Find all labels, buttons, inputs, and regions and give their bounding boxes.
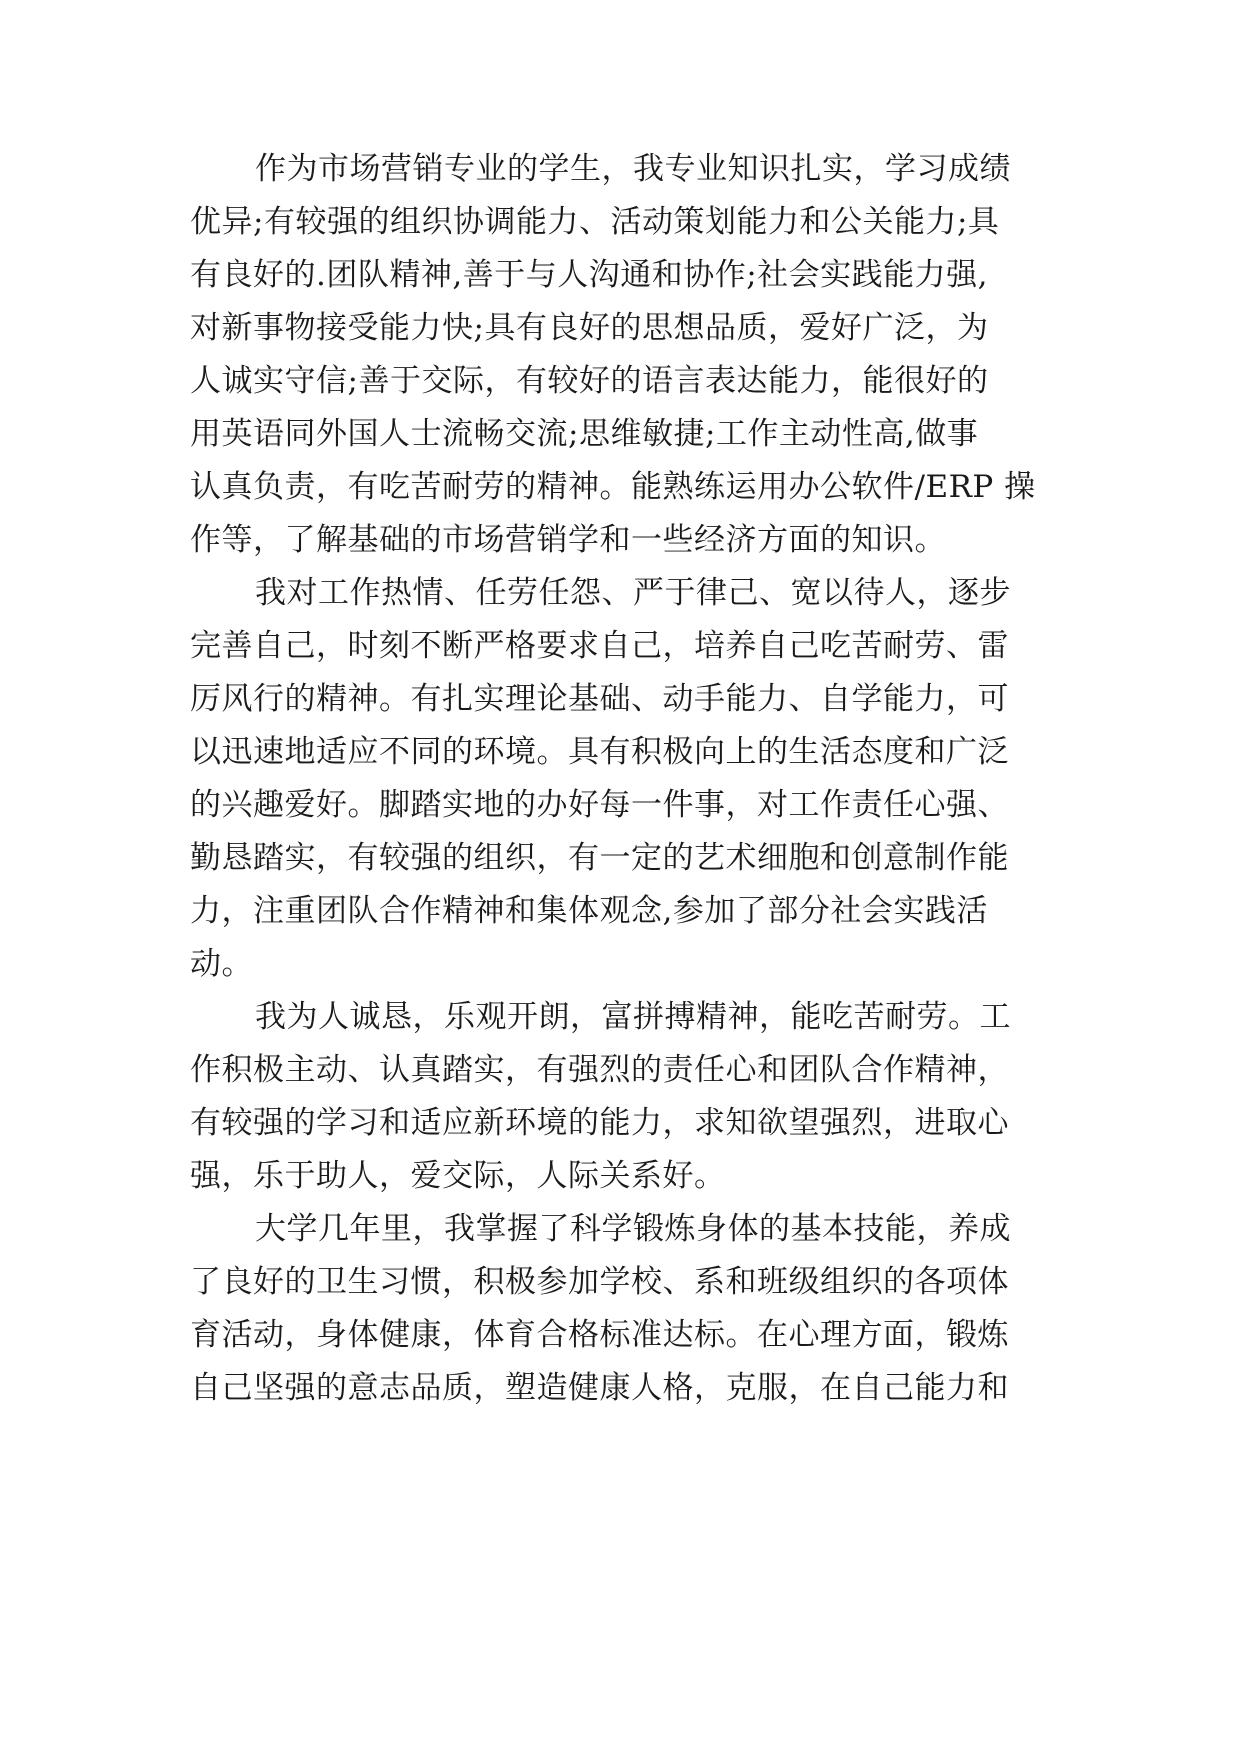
paragraph-1-line-1: 作为市场营销专业的学生，我专业知识扎实，学习成绩: [255, 151, 1011, 187]
paragraph-1-line-7: 认真负责，有吃苦耐劳的精神。能熟练运用办公软件/ERP 操: [190, 469, 1036, 505]
paragraph-1-line-8: 作等，了解基础的市场营销学和一些经济方面的知识。: [190, 522, 946, 558]
paragraph-3-line-1: 我为人诚恳，乐观开朗，富拼搏精神，能吃苦耐劳。工: [255, 999, 1011, 1035]
paragraph-1-line-5: 人诚实守信;善于交际，有较好的语言表达能力，能很好的: [190, 363, 989, 399]
paragraph-2-line-5: 的兴趣爱好。脚踏实地的办好每一件事，对工作责任心强、: [190, 787, 1009, 823]
paragraph-1-line-6: 用英语同外国人士流畅交流;思维敏捷;工作主动性高,做事: [190, 416, 979, 452]
paragraph-4-line-2: 了良好的卫生习惯，积极参加学校、系和班级组织的各项体: [190, 1264, 1009, 1300]
paragraph-2-line-2: 完善自己，时刻不断严格要求自己，培养自己吃苦耐劳、雷: [190, 628, 1009, 664]
paragraph-2-line-1: 我对工作热情、任劳任怨、严于律己、宽以待人，逐步: [255, 575, 1011, 611]
paragraph-1-line-4: 对新事物接受能力快;具有良好的思想品质，爱好广泛，为: [190, 310, 989, 346]
paragraph-2-line-7: 力，注重团队合作精神和集体观念,参加了部分社会实践活: [190, 893, 988, 929]
paragraph-2-line-3: 厉风行的精神。有扎实理论基础、动手能力、自学能力，可: [190, 681, 1009, 717]
paragraph-1-line-3: 有良好的.团队精神,善于与人沟通和协作;社会实践能力强,: [190, 257, 989, 293]
paragraph-4-line-4: 自己坚强的意志品质，塑造健康人格，克服，在自己能力和: [190, 1370, 1009, 1406]
paragraph-2-line-6: 勤恳踏实，有较强的组织，有一定的艺术细胞和创意制作能: [190, 840, 1009, 876]
paragraph-3-line-4: 强，乐于助人，爱交际，人际关系好。: [190, 1158, 726, 1194]
paragraph-4-line-1: 大学几年里，我掌握了科学锻炼身体的基本技能，养成: [255, 1211, 1011, 1247]
paragraph-3-line-3: 有较强的学习和适应新环境的能力，求知欲望强烈，进取心: [190, 1105, 1009, 1141]
paragraph-3-line-2: 作积极主动、认真踏实，有强烈的责任心和团队合作精神，: [190, 1052, 1009, 1088]
paragraph-2-line-8: 动。: [190, 946, 253, 982]
paragraph-4-line-3: 育活动，身体健康，体育合格标准达标。在心理方面，锻炼: [190, 1317, 1009, 1353]
paragraph-2-line-4: 以迅速地适应不同的环境。具有积极向上的生活态度和广泛: [190, 734, 1009, 770]
paragraph-1-line-2: 优异;有较强的组织协调能力、活动策划能力和公关能力;具: [190, 204, 1000, 240]
